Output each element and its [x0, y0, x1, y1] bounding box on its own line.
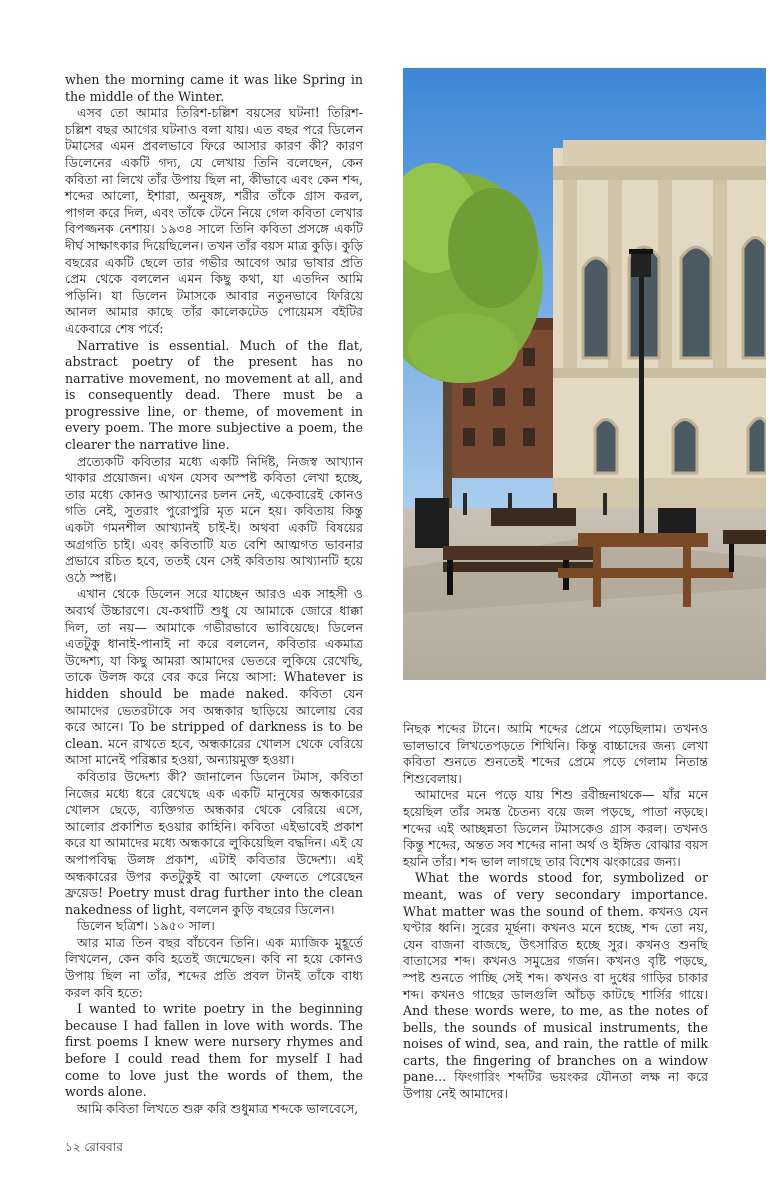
- paragraph: আমি কবিতা লিখতে শুরু করি শুধুমাত্র শব্দকে ভালবেসে,: [77, 1100, 359, 1116]
- left-text-column: [65, 72, 363, 1117]
- paragraph: নিছক শব্দের টানে। আমি শব্দের প্রেমে পড়েছিলাম। তখনও ভালভাবে লিখতেপড়তে শিখিনি। কিন্তু বাচ্চাদের জন্য লেখা কবিতা শুনতে শুনতেই শব্দের প্রেমে পড়ে গেলাম নিতান্ত শিশুবেলায়।: [403, 721, 708, 786]
- page-footer: ১২ রোববার: [65, 1140, 123, 1154]
- photo-illustration: [403, 68, 766, 680]
- building-photo: [403, 68, 766, 680]
- paragraph: when the morning came it was like Spring in the middle of the Winter.: [65, 72, 363, 104]
- paragraph: আমাদের মনে পড়ে যায় শিশু রবীন্দ্রনাথকে— যাঁর মনে হয়েছিল তাঁর সমস্ত চৈতন্য বয়ে জল পড়ছে, পাতা নড়ছে। শব্দের এই আচ্ছন্নতা ডিলেন টমাসকেও গ্রাস করল। তখনও কিন্তু শব্দের, অন্তত সব শব্দের নানা অর্থ ও ইঙ্গিত বোঝার বয়স হয়নি তাঁর। শব্দ ভাল লাগছে তার বিশেষ ঝংকারের জন্য।: [403, 787, 708, 869]
- paragraph: এসব তো আমার তিরিশ-চল্লিশ বয়সের ঘটনা! তিরিশ-চল্লিশ বছর আগের ঘটনাও বলা যায়। এত বছর পরে ডিলেন টমাসের এমন প্রবলভাবে ফিরে আসার কারণ কী? কারণ ডিলেনের একটি গদ্য, যে লেখায় তিনি বলেছেন, কেন কবিতা না লিখে তাঁর উপায় ছিল না, কীভাবে এবং কেন শব্দ, শব্দের আলো, ইশারা, অনুষঙ্গ, শরীর তাঁকে গ্রাস করল, পাগল করে দিল, এবং তাঁকে টেনে নিয়ে গেল কবিতা লেখার বিপজ্জনক নেশায়। ১৯৩৪ সালে তিনি কবিতা প্রসঙ্গে একটি দীর্ঘ সাক্ষাৎকার দিয়েছিলেন। তখন তাঁর বয়স মাত্র কুড়ি। কুড়ি বছরের একটি ছেলে তার গভীর আবেগ আর ভাষার প্রতি প্রেম থেকে বললেন এমন কিছু কথা, যা এতদিন আমি পড়িনি। যা ডিলেন টমাসকে আবার নতুনভাবে ফিরিয়ে আনল আমার কাছে তাঁর কালেকটেড পোয়েমস বইটির একেবারে শেষ পর্বে:: [65, 105, 363, 336]
- paragraph: ডিলেন ছত্রিশ। ১৯৫০ সাল।: [77, 918, 215, 934]
- paragraph: আর মাত্র তিন বছর বাঁচবেন তিনি। এক ম্যাজিক মুহূর্তে লিখলেন, কেন কবি হতেই জন্মেছেন। কবি না হয়ে কোনও উপায় ছিল না তাঁর, শব্দের প্রতি প্রবল টানই তাঁকে বাধ্য করল কবি হতে:: [65, 934, 363, 1000]
- paragraph: প্রত্যেকটি কবিতার মধ্যে একটি নির্দিষ্ট, নিজস্ব আখ্যান থাকার প্রয়োজন। এখন যেসব অস্পষ্ট কবিতা লেখা হচ্ছে, তার মধ্যে কোনও আখ্যানের চলন নেই, একেবারেই কোনও গতি নেই, সুতরাং পুরোপুরি মৃত মনে হয়। কবিতায় কিন্তু একটা গমনশীল আখ্যানই চাই-ই। অথবা একটি বিষয়ের অগ্রগতি চাই। এবং কবিতাটি যত বেশি আত্মগত ভাবনার প্রভাবে রচিত হবে, ততই যেন সেই কবিতায় আখ্যানটি হয়ে ওঠে স্পষ্ট।: [65, 453, 363, 585]
- paragraph: এখান থেকে ডিলেন সরে যাচ্ছেন আরও এক সাহসী ও অব্যর্থ উচ্চারণে। যে-কথাটি শুধু যে আমাকে জোরে ধাক্কা দিল, তা নয়— আমাকে গভীরভাবে ভাবিয়েছে। ডিলেন এতটুকু ধানাই-পানাই না করে বললেন, কবিতার একমাত্র উদ্দেশ্য, যা কিছু আমরা আমাদের ভেতরে লুকিয়ে রেখেছি, তাকে উলঙ্গ করে বের করে নিয়ে আসা: Whatever is hidden should be made naked. কবিতা যেন আমাদের ভেতরটাকে সব অন্ধকার ছাড়িয়ে আলোয় বের করে আনে। To be stripped of darkness is to be clean. মনে রাখতে হবে, অন্ধকারের খোলস থেকে বেরিয়ে আসা মানেই পরিষ্কার হওয়া, অন্যায়মুক্ত হওয়া।: [65, 586, 363, 768]
- paragraph: What the words stood for, symbolized or meant, was of very secondary importance. What matter was the sound of them. কখনও যেন ঘণ্টার ধ্বনি। সুরের মূর্ছনা। কখনও মনে হচ্ছে, শব্দ তো নয়, যেন বাজনা বাজছে, উৎসারিত হচ্ছে সুর। কখনও শুনছি বাতাসের শব্দ। কখনও সমুদ্রের গর্জন। কখনও বৃষ্টি পড়ছে, স্পষ্ট শুনতে পাচ্ছি সেই শব্দ। কখনও বা দুধের গাড়ির চাকার শব্দ। কখনও গাছের ডালগুলি আঁচড় কাটছে শার্সির গায়ে। And these words were, to me, as the notes of bells, the sounds of musical instruments, the noises of wind, sea, and rain, the rattle of milk carts, the fingering of branches on a window pane... ফিংগারিং শব্দটির ভয়ংকর যৌনতা লক্ষ না করে উপায় নেই আমাদের।: [403, 870, 708, 1102]
- paragraph: কবিতার উদ্দেশ্য কী? জানালেন ডিলেন টমাস, কবিতা নিজের মধ্যে ধরে রেখেছে এক একটি মানুষের অন্ধকারের খোলস ছেড়ে, ব্যক্তিগত অন্ধকার থেকে বেরিয়ে এসে, আলোর প্রকাশিত হওয়ার কাহিনি। কবিতা এইভাবেই প্রকাশ করে যা আমাদের মধ্যে অন্ধকারে লুকিয়েছিল বদ্ধদিন। এই যে অপাপবিদ্ধ উলঙ্গ প্রকাশ, এটাই কবিতার উদ্দেশ্য। এই অন্ধকারের উপর কতটুকুই বা আলো ফেলতে পেরেছেন ফ্রয়েড! Poetry must drag further into the clean nakedness of light, বললেন কুড়ি বছরের ডিলেন।: [65, 768, 363, 917]
- paragraph: I wanted to write poetry in the beginning because I had fallen in love with words. The first poems I knew were nursery rhymes and before I could read them for myself I had come to love just the words of them, the words alone.: [65, 1001, 363, 1100]
- right-text-column: [403, 721, 708, 1103]
- paragraph: Narrative is essential. Much of the flat, abstract poetry of the present has no narrative movement, no movement at all, and is consequently dead. There must be a progressive line, or theme, of movement in every poem. The more subjective a poem, the clearer the narrative line.: [65, 337, 363, 453]
